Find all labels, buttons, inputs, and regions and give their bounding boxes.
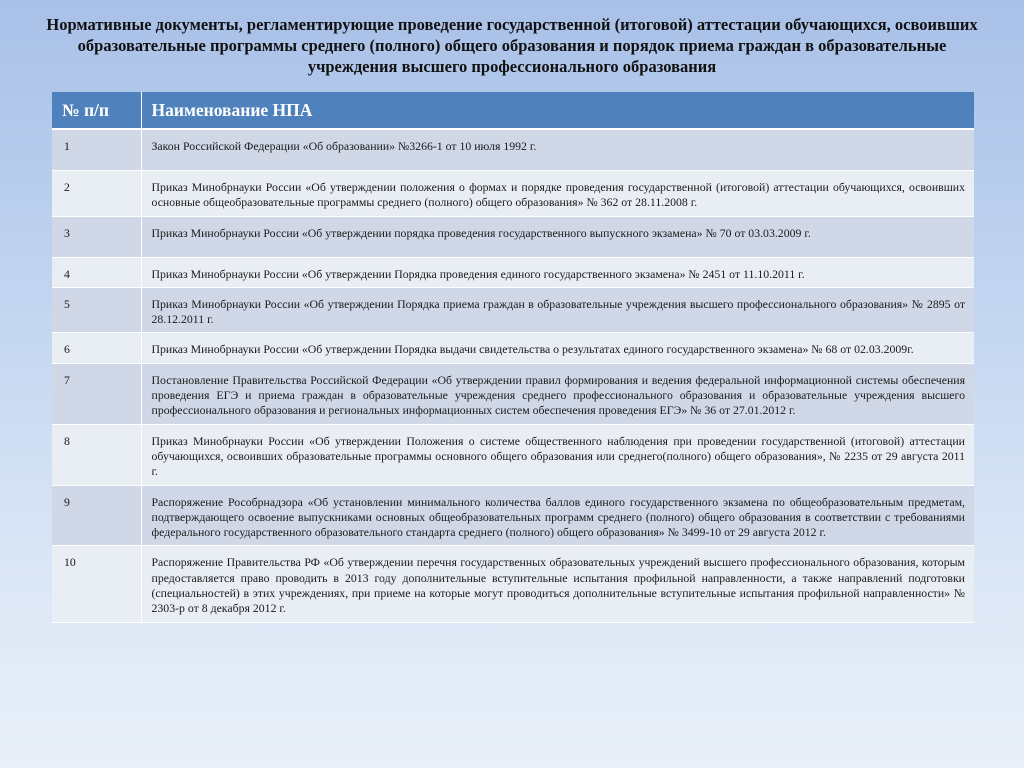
row-number: 8 — [52, 424, 141, 485]
row-number: 5 — [52, 287, 141, 333]
table-row — [52, 333, 974, 363]
row-document-name: Постановление Правительства Российской Федерации «Об утверждении правил формирования и ведения федеральной информационной системы обеспечения проведения ЕГЭ и приема граждан в образовательные учреждения среднего профессионального образования и образовательные учреждения высшего профессионального образования и региональных информационных систем обеспечения проведения ЕГЭ» № 36 от 27.01.2012 г. — [141, 363, 974, 424]
table-row — [52, 287, 974, 333]
row-number: 4 — [52, 257, 141, 287]
table-row — [52, 129, 974, 171]
table-row — [52, 171, 974, 217]
table-row — [52, 257, 974, 287]
row-document-name: Распоряжение Правительства РФ «Об утверждении перечня государственных образовательных учреждений высшего профессионального образования, которым предоставляется право проводить в 2013 году дополнительные вступительные испытания профильной направленности, а также направлений подготовки (специальностей) в этих учреждениях, при приеме на которые могут проводиться дополнительные вступительные испытания профильной направленности» № 2303-р от 8 декабря 2012 г. — [141, 546, 974, 622]
table-row — [52, 424, 974, 485]
row-number: 1 — [52, 129, 141, 171]
documents-table-container — [52, 92, 974, 623]
row-number: 10 — [52, 546, 141, 622]
row-document-name: Приказ Минобрнауки России «Об утверждении Положения о системе общественного наблюдения при проведении государственной (итоговой) аттестации обучающихся, освоивших образовательные программы основного общего образования или среднего(полного) общего образования», № 2235 от 29 августа 2011 г. — [141, 424, 974, 485]
row-document-name: Закон Российской Федерации «Об образовании» №3266-1 от 10 июля 1992 г. — [141, 129, 974, 171]
row-number: 6 — [52, 333, 141, 363]
row-number: 9 — [52, 485, 141, 546]
table-header-row — [52, 92, 974, 129]
table-row — [52, 216, 974, 257]
column-header-number: № п/п — [52, 92, 141, 129]
row-number: 7 — [52, 363, 141, 424]
slide-title: Нормативные документы, регламентирующие проведение государственной (итоговой) аттестации обучающихся, освоивших образовательные программы среднего (полного) общего образования и порядок приема граждан в образовательные учреждения высшего профессионального образования — [46, 15, 978, 76]
row-document-name: Приказ Минобрнауки России «Об утверждении Порядка приема граждан в образовательные учреждения высшего профессионального образования» № 2895 от 28.12.2011 г. — [141, 287, 974, 333]
row-document-name: Приказ Минобрнауки России «Об утверждении Порядка выдачи свидетельства о результатах единого государственного экзамена» № 68 от 02.03.2009г. — [141, 333, 974, 363]
row-number: 3 — [52, 216, 141, 257]
column-header-name: Наименование НПА — [141, 92, 974, 129]
row-document-name: Распоряжение Рособрнадзора «Об установлении минимального количества баллов единого государственного экзамена по общеобразовательным предметам, подтверждающего освоение выпускниками основных общеобразовательных программ среднего (полного) общего образования в соответствии с требованиями федерального государственного образовательного стандарта среднего (полного) общего образования» № 3499-10 от 29 августа 2012 г. — [141, 485, 974, 546]
row-document-name: Приказ Минобрнауки России «Об утверждении порядка проведения государственного выпускного экзамена» № 70 от 03.03.2009 г. — [141, 216, 974, 257]
row-document-name: Приказ Минобрнауки России «Об утверждении Порядка проведения единого государственного экзамена» № 2451 от 11.10.2011 г. — [141, 257, 974, 287]
table-row — [52, 546, 974, 622]
table-row — [52, 363, 974, 424]
row-number: 2 — [52, 171, 141, 217]
table-row — [52, 485, 974, 546]
row-document-name: Приказ Минобрнауки России «Об утверждении положения о формах и порядке проведения государственной (итоговой) аттестации обучающихся, освоивших основные общеобразовательные программы среднего (полного) общего образования» № 362 от 28.11.2008 г. — [141, 171, 974, 217]
documents-table — [52, 92, 974, 623]
